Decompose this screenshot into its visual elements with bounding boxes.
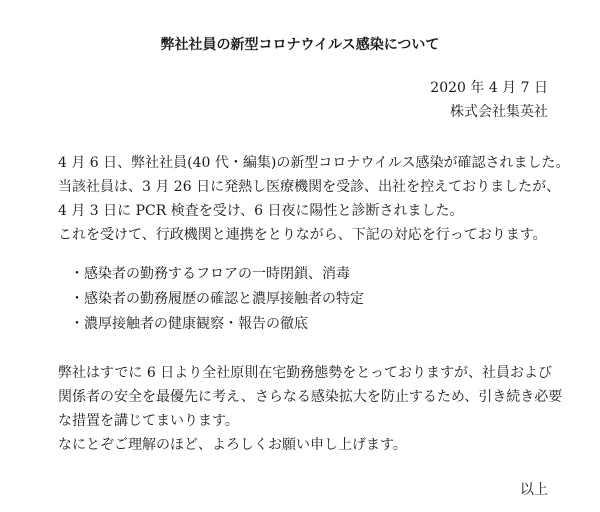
text-line: な措置を講じてまいります。 xyxy=(58,413,239,429)
text-line: 関係者の安全を最優先に考え、さらなる感染拡大を防止するため、引き続き必要 xyxy=(58,389,563,405)
company-name: 株式会社集英社 xyxy=(450,104,548,120)
issue-date: 2020 年 4 月 7 日 xyxy=(430,80,548,96)
closing-mark: 以上 xyxy=(520,482,548,498)
text-line: 4 月 6 日、弊社社員(40 代・編集)の新型コロナウイルス感染が確認されました。 xyxy=(58,155,570,171)
paragraph-policy xyxy=(58,361,563,457)
document-title: 弊社社員の新型コロナウイルス感染について xyxy=(160,37,440,53)
text-line: これを受けて、行政機関と連携をとりながら、下記の対応を行っております。 xyxy=(58,227,547,243)
measures-list xyxy=(70,262,550,337)
paragraph-announcement xyxy=(58,151,570,247)
text-line: 4 月 3 日に PCR 検査を受け、6 日夜に陽性と診断されました。 xyxy=(58,203,464,219)
list-item: ・濃厚接触者の健康観察・報告の徹底 xyxy=(70,316,308,332)
list-item: ・感染者の勤務履歴の確認と濃厚接触者の特定 xyxy=(70,291,364,307)
text-line: 弊社はすでに 6 日より全社原則在宅勤務態勢をとっておりますが、社員および xyxy=(58,365,552,381)
text-line: 当該社員は、3 月 26 日に発熱し医療機関を受診、出社を控えておりましたが、 xyxy=(58,179,561,195)
list-item: ・感染者の勤務するフロアの一時閉鎖、消毒 xyxy=(70,266,350,282)
text-line: なにとぞご理解のほど、よろしくお願い申し上げます。 xyxy=(58,437,407,453)
